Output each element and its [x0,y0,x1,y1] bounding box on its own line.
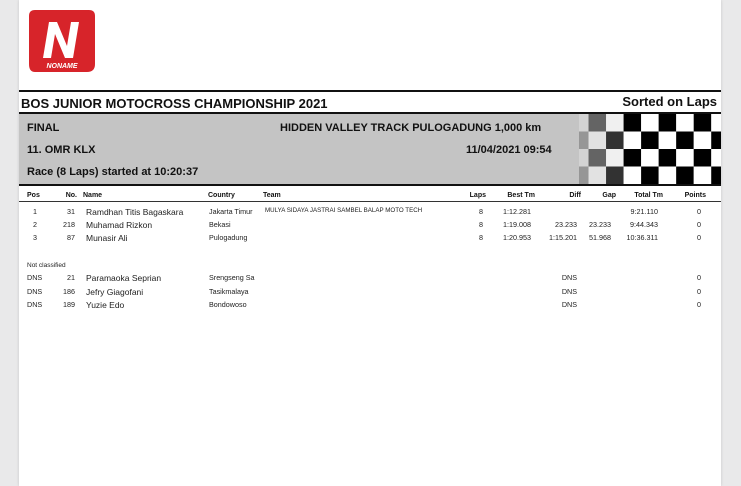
row-laps: 8 [479,233,483,242]
row-country: Srengseng Sa [209,273,255,282]
col-no: No. [65,192,77,199]
row-country: Jakarta Timur [209,207,253,216]
table-row [19,273,721,285]
row-name: Paramaoka Seprian [86,273,162,283]
row-points: 0 [697,207,701,216]
results-sheet [19,0,721,486]
row-name: Yuzie Edo [86,300,125,310]
col-team: Team [263,192,281,199]
table-row [19,220,721,232]
sorted-label: Sorted on Laps [622,94,717,109]
row-points: 0 [697,273,701,282]
row-name: Ramdhan Titis Bagaskara [86,207,184,217]
col-best: Best Tm [507,192,535,199]
col-points: Points [684,192,706,199]
logo-text: NONAME [46,63,78,70]
session-label: FINAL [27,122,60,134]
row-name: Muhamad Rizkon [86,220,153,230]
table-row [19,300,721,312]
row-status: DNS [561,273,577,282]
not-classified-label: Not classified [27,262,66,269]
row-total: 9:21.110 [630,207,658,216]
row-total: 10:36.311 [626,233,658,242]
table-header [19,192,721,204]
row-gap: 23.233 [589,220,611,229]
col-name: Name [83,192,103,199]
col-country: Country [208,192,235,199]
row-diff: 23.233 [555,220,577,229]
table-row [19,287,721,299]
row-diff: 1:15.201 [549,233,577,242]
header-divider [19,201,721,202]
col-total: Total Tm [634,192,663,199]
col-gap: Gap [602,192,616,199]
datetime-label: 11/04/2021 09:54 [466,144,552,156]
row-best: 1:19.008 [503,220,531,229]
row-name: Munasir Ali [86,233,128,243]
row-gap: 51.968 [589,233,611,242]
row-laps: 8 [479,220,483,229]
race-label: Race (8 Laps) started at 10:20:37 [27,166,199,178]
row-points: 0 [697,287,701,296]
col-pos: Pos [27,192,40,199]
row-country: Tasikmalaya [209,287,249,296]
row-name: Jefry Giagofani [86,287,144,297]
row-no: 186 [63,287,75,296]
title-bar [19,90,721,114]
row-no: 21 [67,273,75,282]
row-status: DNS [561,287,577,296]
row-no: 218 [63,220,75,229]
row-pos: DNS [27,273,43,282]
track-label: HIDDEN VALLEY TRACK PULOGADUNG 1,000 km [280,122,542,134]
checkered-flag [579,114,721,184]
row-best: 1:20.953 [503,233,531,242]
row-country: Pulogadung [209,233,248,242]
table-row [19,207,721,219]
row-pos: 1 [33,207,37,216]
row-pos: DNS [27,287,43,296]
row-total: 9:44.343 [630,220,658,229]
row-points: 0 [697,220,701,229]
row-no: 189 [63,300,75,309]
noname-logo [27,8,97,74]
row-points: 0 [697,300,701,309]
row-country: Bondowoso [209,300,247,309]
row-pos: 2 [33,220,37,229]
table-row [19,233,721,245]
row-points: 0 [697,233,701,242]
row-no: 31 [67,207,75,216]
row-status: DNS [561,300,577,309]
row-laps: 8 [479,207,483,216]
championship-title: BOS JUNIOR MOTOCROSS CHAMPIONSHIP 2021 [21,96,328,111]
col-laps: Laps [469,192,486,199]
row-country: Bekasi [209,220,231,229]
col-diff: Diff [569,192,581,199]
row-best: 1:12.281 [503,207,531,216]
row-no: 87 [67,233,75,242]
row-team: MULYA SIDAYA JASTRAI SAMBEL BALAP MOTO TECH [265,207,423,214]
session-panel [19,112,721,186]
class-label: 11. OMR KLX [27,144,96,156]
row-pos: DNS [27,300,43,309]
row-pos: 3 [33,233,37,242]
